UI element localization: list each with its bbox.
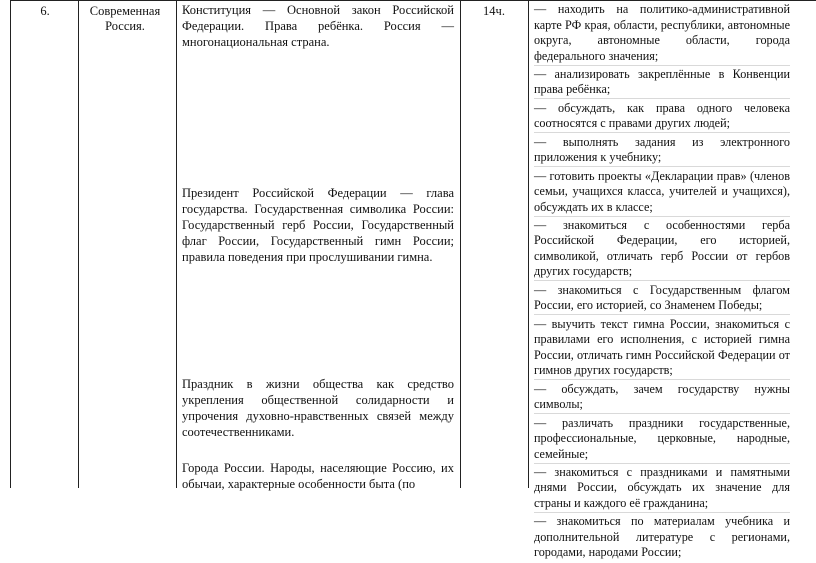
activity-item: — знакомиться с праздниками и памятными днями России, обсуждать их значение для страны и каждого её гражданина;: [534, 465, 790, 513]
activity-item: — выполнять задания из электронного приложения к учебнику;: [534, 135, 790, 168]
topic-title: Современная Россия.: [89, 4, 161, 33]
activity-item: — знакомиться с особенностями герба Российской Федерации, его историей, символикой, отличать герб России от гербов других государств;: [534, 218, 790, 282]
activity-item: — знакомиться с Государственным флагом России, его историей, со Знаменем Победы;: [534, 283, 790, 316]
activity-item: — находить на политико-административной карте РФ края, области, республики, автономные округа, автономные области, города федерального значения;: [534, 2, 790, 66]
content-paragraph: Города России. Народы, населяющие Россию, их обычаи, характерные особенности быта (по: [182, 461, 454, 491]
column-border: [460, 0, 461, 488]
activity-item: — анализировать закреплённые в Конвенции права ребёнка;: [534, 67, 790, 100]
activity-item: — различать праздники государственные, профессиональные, церковные, народные, семейные;: [534, 416, 790, 464]
student-activities-list: [534, 2, 790, 563]
row-number: 6.: [40, 4, 50, 18]
column-border: [10, 0, 11, 488]
column-border: [176, 0, 177, 488]
column-border: [528, 0, 529, 488]
content-paragraph: Президент Российской Федерации — глава государства. Государственная символика России: Государственный герб России, Государственный флаг России, Государственный гимн России; правила поведения при прослушивании гимна.: [182, 186, 454, 264]
table-top-border: [10, 0, 816, 1]
activity-item: — выучить текст гимна России, знакомиться с правилами его исполнения, с историей гимна России, отличать гимн Российской Федерации от гимнов других государств;: [534, 317, 790, 381]
activity-item: — обсуждать, как права одного человека соотносятся с правами других людей;: [534, 101, 790, 134]
activity-item: — обсуждать, зачем государству нужны символы;: [534, 382, 790, 415]
content-paragraph: Конституция — Основной закон Российской Федерации. Права ребёнка. Россия — многонациональная страна.: [182, 3, 454, 49]
content-paragraph: Праздник в жизни общества как средство укрепления общественной солидарности и упрочения духовно-нравственных связей между соотечественниками.: [182, 377, 454, 439]
activity-item: — готовить проекты «Декларации прав» (членов семьи, учащихся класса, учителей и учащихся), обсуждать их в классе;: [534, 169, 790, 217]
column-border: [78, 0, 79, 488]
activity-item: — знакомиться по материалам учебника и дополнительной литературе с регионами, городами, народами России;: [534, 514, 790, 560]
hours-value: 14ч.: [483, 4, 505, 18]
